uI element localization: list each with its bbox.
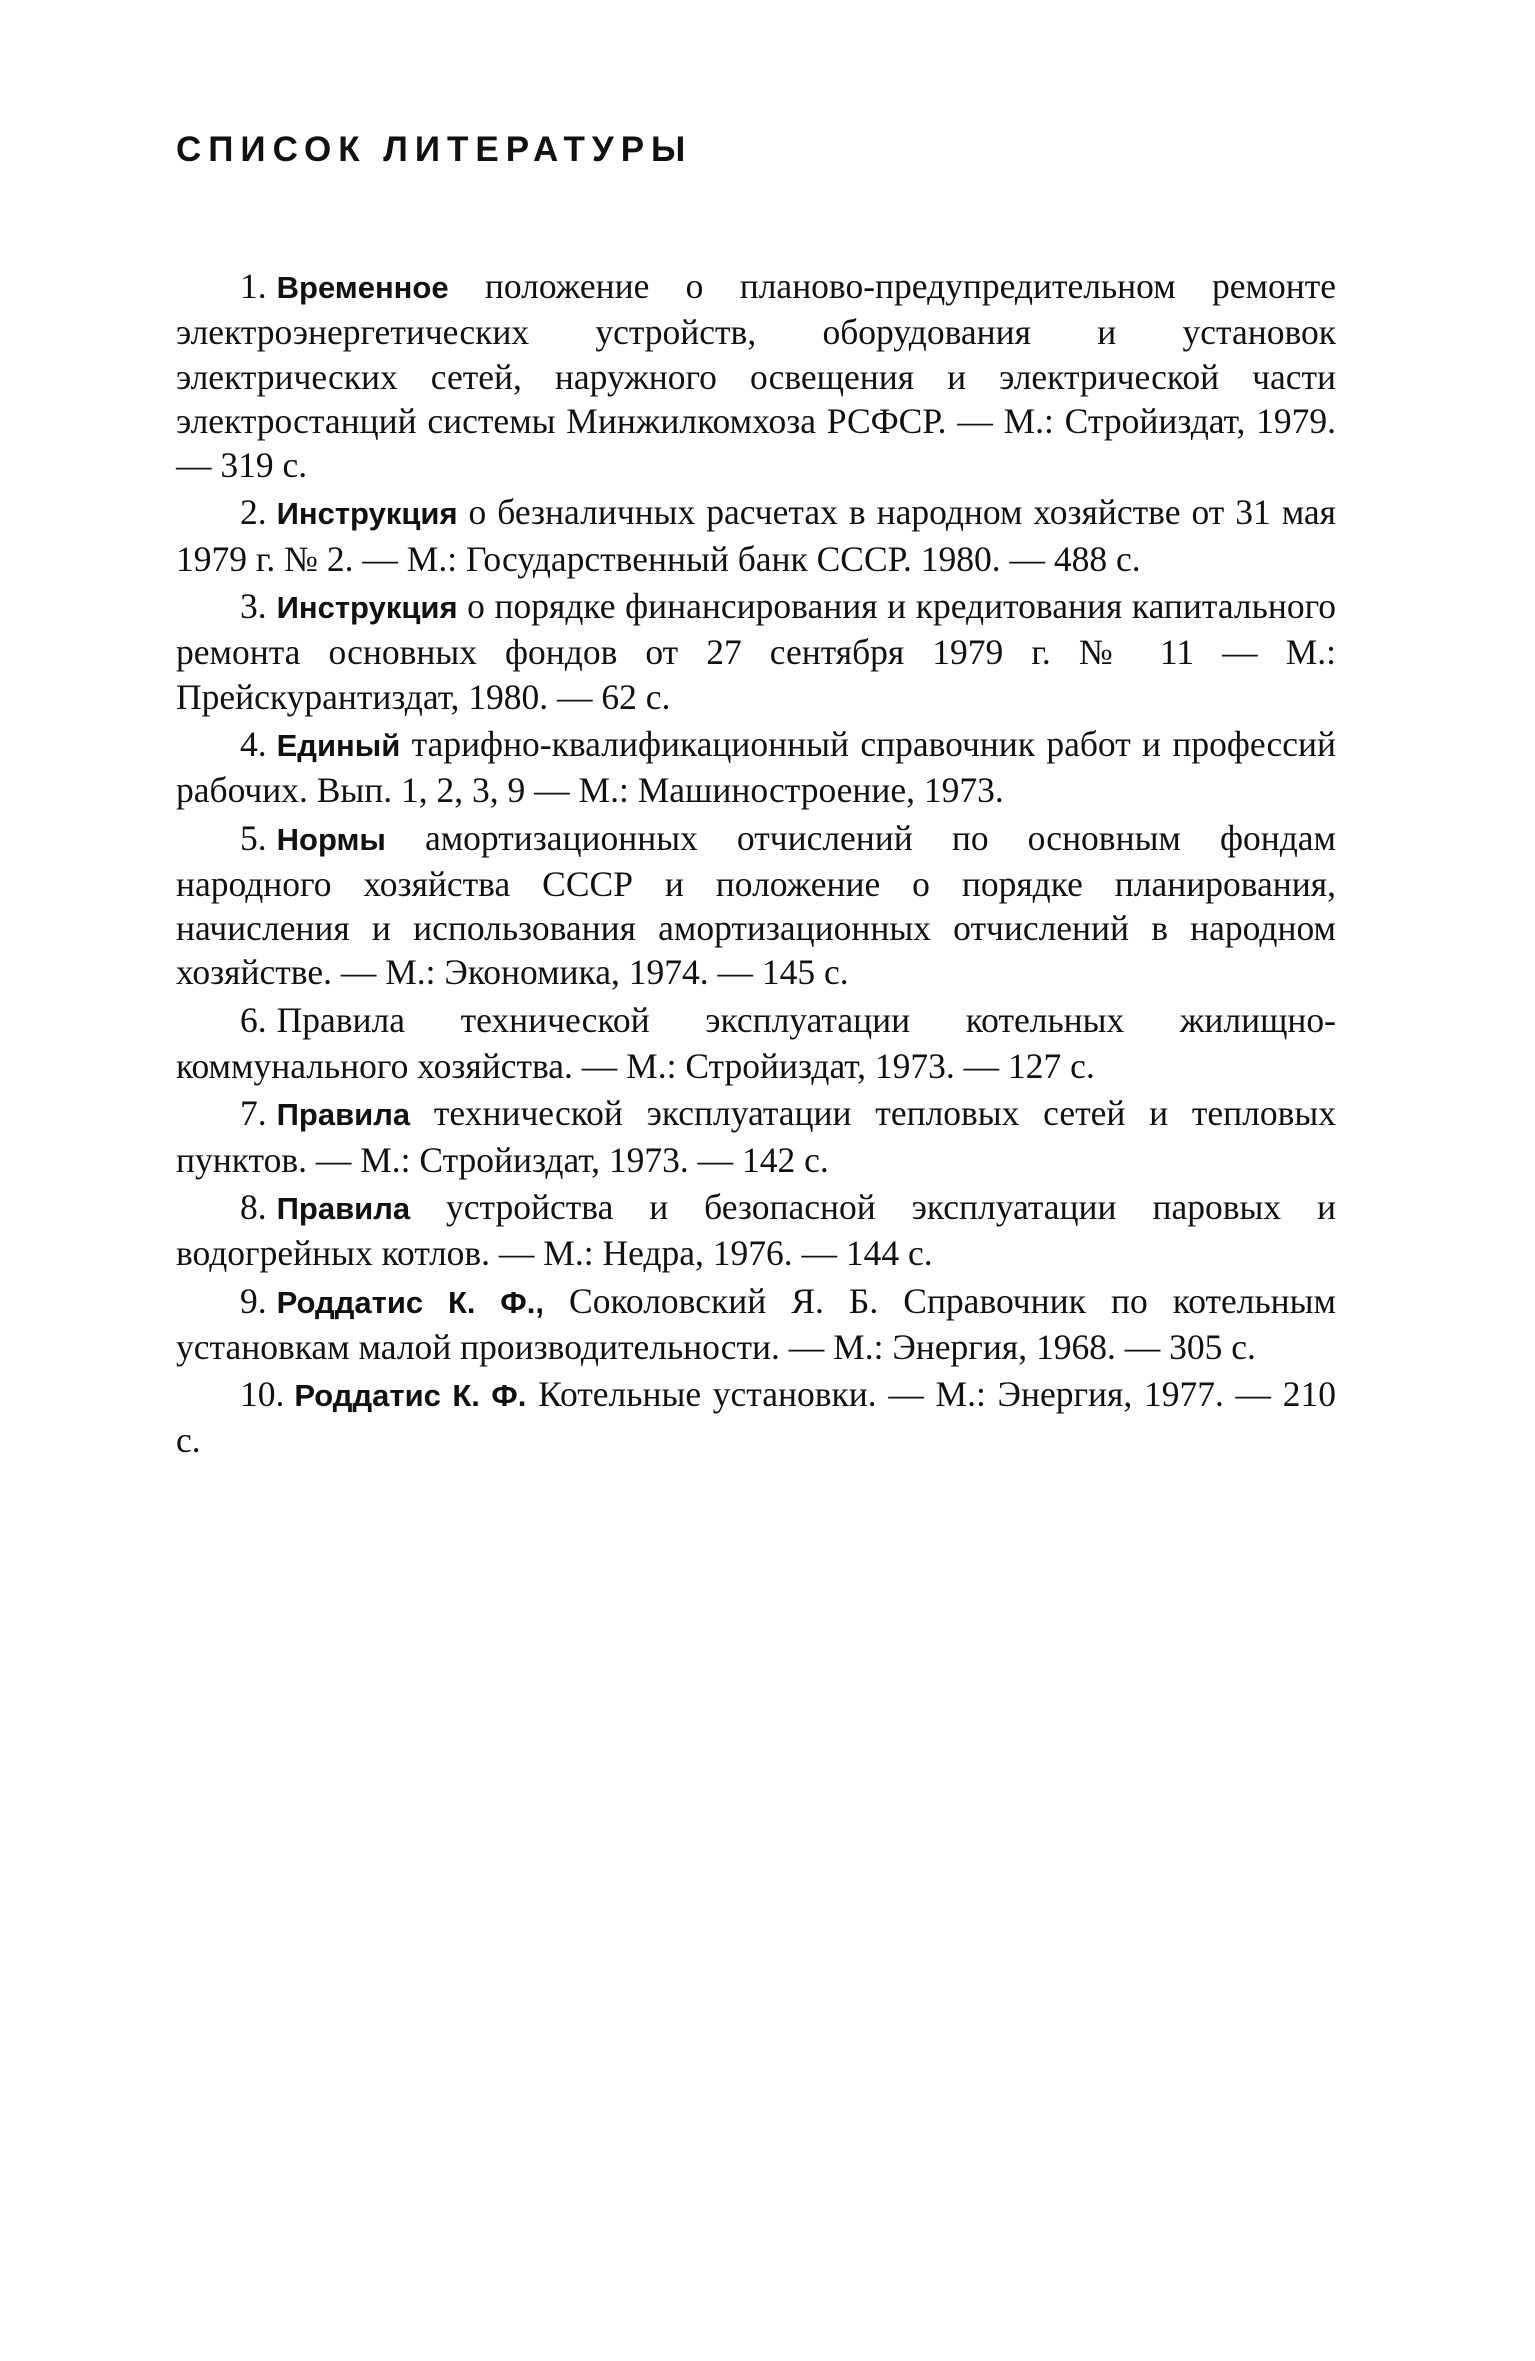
- reference-item-4: [176, 722, 1336, 813]
- reference-item-5: [176, 816, 1336, 995]
- reference-number: 1.: [240, 266, 267, 306]
- reference-item-3: [176, 584, 1336, 719]
- page-title: СПИСОК ЛИТЕРАТУРЫ: [176, 130, 693, 169]
- reference-lead: Правила: [276, 1097, 411, 1133]
- reference-number: 4.: [240, 723, 267, 764]
- reference-item-2: [176, 490, 1336, 581]
- reference-lead: Инструкция: [276, 496, 458, 532]
- reference-text: тарифно-квалификационный справочник работ и профессий рабочих. Вып. 1, 2, 3, 9 — М.: Машиностроение, 1973.: [176, 723, 1336, 811]
- reference-lead: Роддатис К. Ф.,: [276, 1284, 544, 1320]
- reference-number: 5.: [240, 817, 267, 858]
- reference-lead: Роддатис К. Ф.: [294, 1378, 527, 1414]
- reference-lead: Временное: [276, 270, 449, 305]
- reference-text: Котельные установки. — М.: Энергия, 1977. — 210 с.: [176, 1374, 1336, 1461]
- reference-text: амортизационных отчислений по основным фондам народного хозяйства СССР и положение о порядке планирования, начисления и использования амортизационных отчислений в народном хозяйстве. — М.: Экономика, 1974. — 145 с.: [176, 817, 1336, 993]
- reference-number: 7.: [240, 1093, 267, 1134]
- reference-number: 9.: [240, 1280, 267, 1321]
- reference-text: о безналичных расчетах в народном хозяйстве от 31 мая 1979 г. № 2. — М.: Государственный банк СССР. 1980. — 488 с.: [176, 492, 1336, 579]
- reference-list: [176, 264, 1336, 1463]
- reference-item-7: [176, 1091, 1336, 1182]
- reference-item-8: [176, 1185, 1336, 1276]
- reference-item-10: [176, 1372, 1336, 1463]
- reference-item-9: [176, 1279, 1336, 1370]
- reference-text: устройства и безопасной эксплуатации паровых и водогрейных котлов. — М.: Недра, 1976. — 144 с.: [176, 1186, 1336, 1274]
- reference-item-6: [176, 998, 1336, 1089]
- reference-text: технической эксплуатации тепловых сетей и тепловых пунктов. — М.: Стройиздат, 1973. — 142 с.: [176, 1093, 1336, 1180]
- reference-text: Правила технической эксплуатации котельных жилищно-коммунального хозяйства. — М.: Стройиздат, 1973. — 127 с.: [176, 999, 1336, 1087]
- reference-item-1: [176, 264, 1336, 487]
- reference-number: 2.: [240, 492, 267, 533]
- reference-text: о порядке финансирования и кредитования капитального ремонта основных фондов от 27 сентября 1979 г. № 11 — М.: Прейскурантиздат, 1980. — 62 с.: [176, 586, 1336, 717]
- reference-lead: Единый: [276, 727, 401, 763]
- reference-number: 8.: [240, 1186, 267, 1227]
- reference-lead: Правила: [276, 1190, 411, 1226]
- reference-text: положение о планово-предупредительном ремонте электроэнергетических устройств, оборудования и установок электрических сетей, наружного освещения и электрической части электростанций системы Минжилкомхоза РСФСР. — М.: Стройиздат, 1979. — 319 с.: [176, 266, 1336, 486]
- reference-lead: Нормы: [276, 821, 386, 857]
- reference-number: 3.: [240, 586, 267, 627]
- page: [176, 130, 1336, 1466]
- reference-number: 10.: [240, 1374, 285, 1415]
- reference-number: 6.: [240, 999, 267, 1040]
- reference-lead: Инструкция: [276, 590, 458, 626]
- reference-text: Соколовский Я. Б. Справочник по котельным установкам малой производительности. — М.: Энергия, 1968. — 305 с.: [176, 1280, 1337, 1367]
